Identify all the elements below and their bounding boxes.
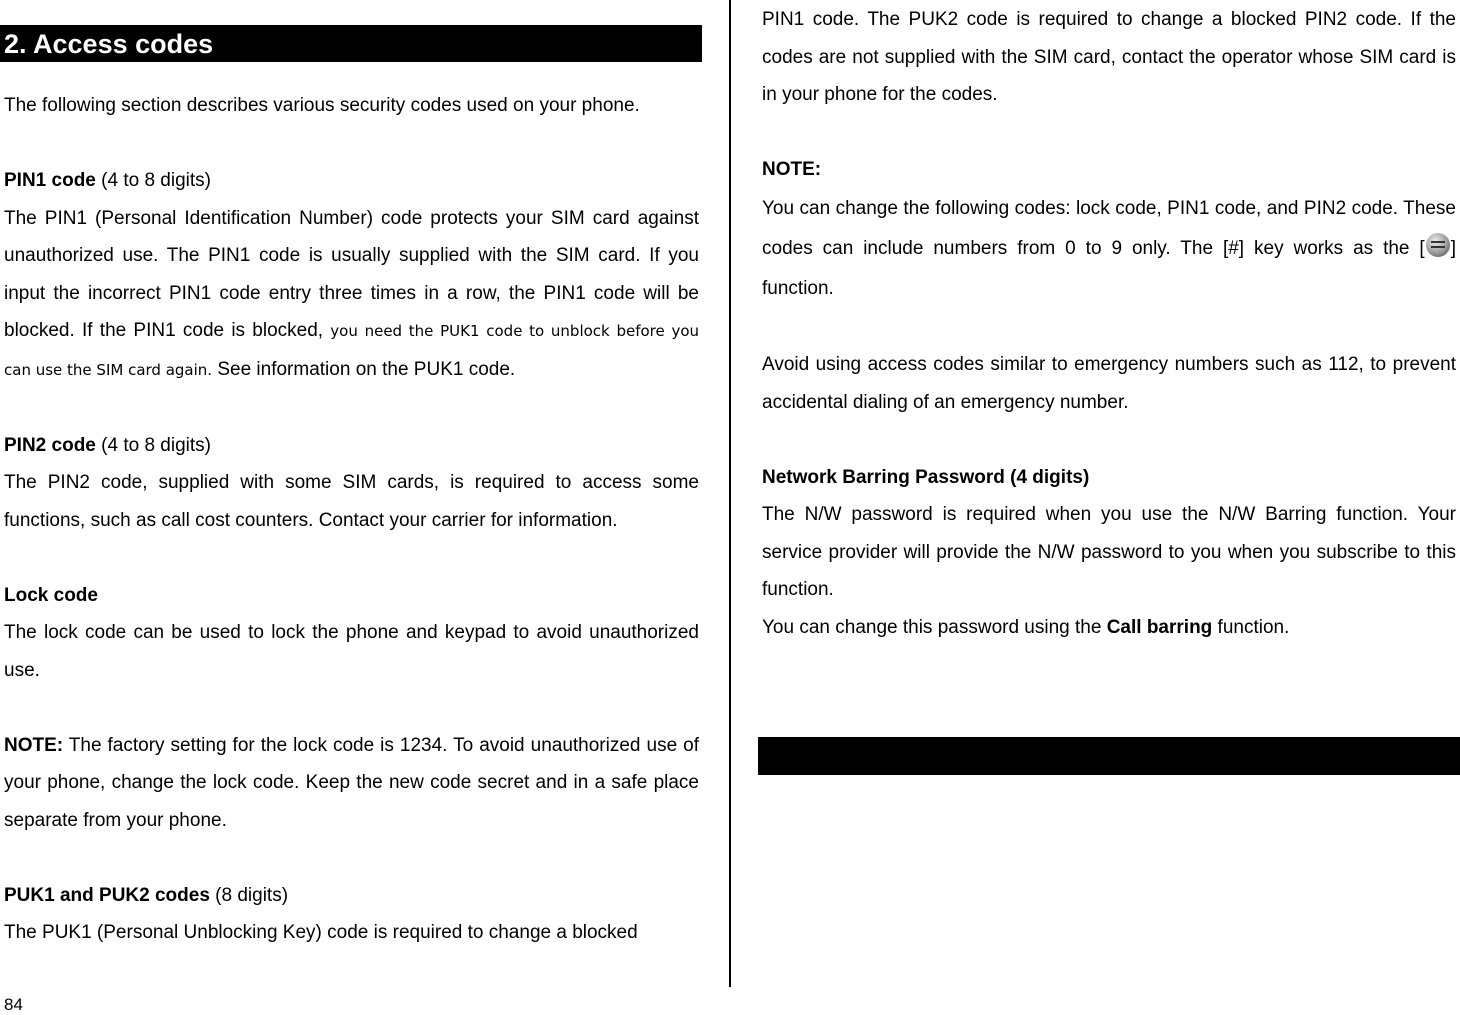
left-column: [4, 0, 699, 952]
network-change: [762, 609, 1456, 647]
network-body: The N/W password is required when you use the N/W Barring function. Your service provider will provide the N/W password to you when you subscribe to this function.: [762, 504, 1456, 600]
note2-label-line: [762, 151, 1456, 189]
network-change-b: function.: [1212, 616, 1290, 638]
column-divider: [729, 0, 731, 987]
menu-key-icon: [1426, 233, 1450, 257]
puk-body-left: The PUK1 (Personal Unblocking Key) code is required to change a blocked: [4, 922, 638, 943]
lock-body: The lock code can be used to lock the phone and keypad to avoid unauthorized use.: [4, 622, 699, 681]
puk-heading-line: [4, 877, 699, 915]
puk-heading: PUK1 and PUK2 codes: [4, 884, 210, 906]
pin1-body-b: See information on the PUK1 code.: [212, 358, 516, 380]
call-barring-term: Call barring: [1106, 616, 1213, 638]
pin1-heading: PIN1 code: [4, 170, 96, 191]
note2-label: NOTE:: [762, 159, 822, 180]
intro-text: The following section describes various security codes used on your phone.: [4, 95, 640, 116]
note1-label: NOTE:: [4, 734, 64, 756]
note1-paragraph: [4, 727, 699, 840]
network-heading: Network Barring Password (4 digits): [762, 466, 1090, 488]
pin1-body: [4, 200, 699, 390]
pin1-body-a: The PIN1 (Personal Identification Number) code protects your SIM card against unauthorized use. The PIN1 code is usually supplied with the SIM card. If you input the incorrect PIN1 code entry three times in a row, the PIN1 code will be blocked. If the PIN1 code is blocked,: [4, 207, 699, 341]
right-column: [762, 0, 1456, 646]
note2-body: [762, 189, 1456, 309]
lock-heading: Lock code: [4, 584, 98, 606]
pin2-digits: (4 to 8 digits): [95, 434, 211, 456]
puk-body-right: PIN1 code. The PUK2 code is required to change a blocked PIN2 code. If the codes are not supplied with the SIM card, contact the operator whose SIM card is in your phone for the codes.: [762, 9, 1456, 105]
pin2-body: The PIN2 code, supplied with some SIM cards, is required to access some functions, such as call cost counters. Contact your carrier for information.: [4, 472, 699, 531]
note1-body: The factory setting for the lock code is 1234. To avoid unauthorized use of your phone, change the lock code. Keep the new code secret and in a safe place separate from your phone.: [4, 734, 699, 831]
network-change-a: You can change this password using the: [762, 616, 1107, 638]
pin1-heading-line: [4, 162, 699, 200]
network-heading-line: [762, 459, 1456, 497]
section-title: 2. Access codes: [4, 29, 214, 59]
page-number: 84: [4, 995, 23, 1014]
note2-body-b: ] function.: [762, 237, 1456, 299]
next-section-bar: [758, 737, 1460, 775]
pin1-body-small: you need the PUK1 code to unblock before you can use the SIM card again.: [4, 322, 700, 379]
avoid-text: Avoid using access codes similar to emergency numbers such as 112, to prevent accidental dialing of an emergency number.: [762, 354, 1456, 413]
note2-body-a: You can change the following codes: lock code, PIN1 code, and PIN2 code. These codes can include numbers from 0 to 9 only. The [#] key works as the [: [762, 197, 1456, 259]
puk-digits: (8 digits): [209, 884, 289, 906]
lock-heading-line: [4, 577, 699, 615]
pin1-digits: (4 to 8 digits): [95, 170, 211, 191]
pin2-heading-line: [4, 427, 699, 465]
pin2-heading: PIN2 code: [4, 434, 96, 456]
